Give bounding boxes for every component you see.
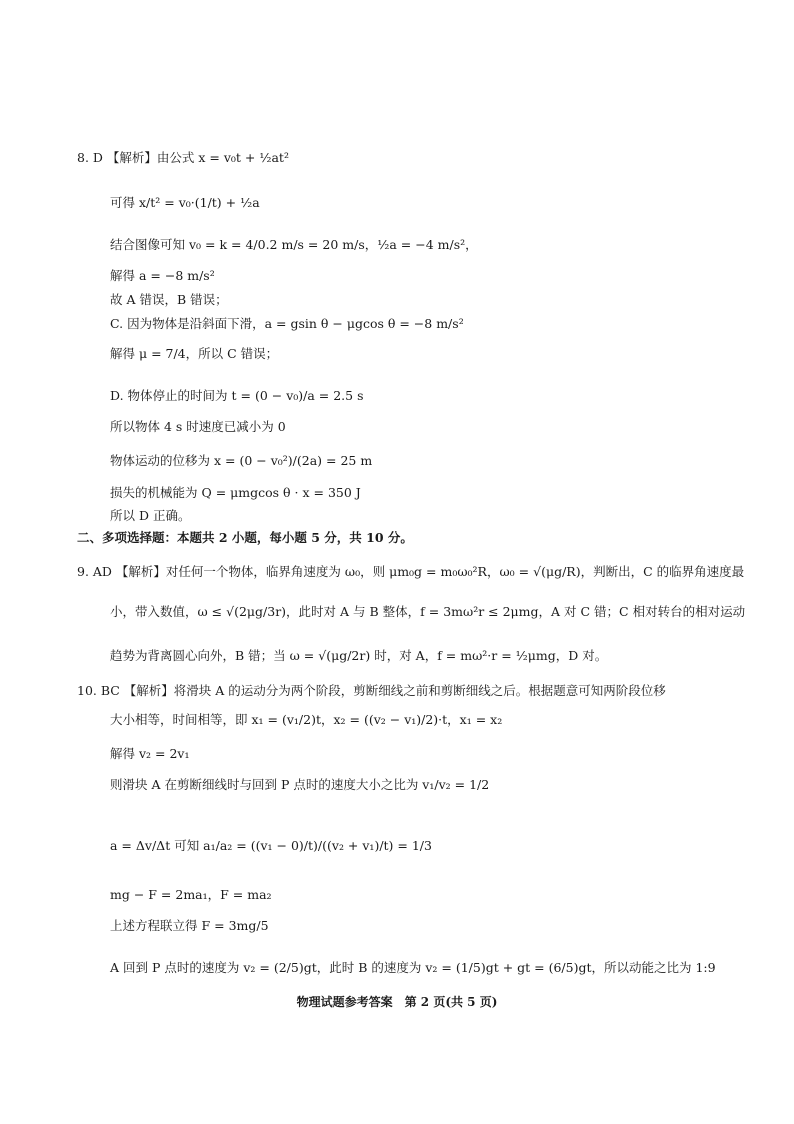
q10-line: a = Δv/Δt 可知 a₁/a₂ = ((v₁ − 0)/t)/((v₂ + v₁)/t) = 1/3: [110, 838, 432, 853]
q8-line: 可得 x/t² = v₀·(1/t) + ½a: [110, 195, 260, 210]
q9-line: 趋势为背离圆心向外，B 错；当 ω = √(μg/2r) 时，对 A，f = mω²·r = ½μmg，D 对。: [110, 648, 608, 663]
q8-line: 物体运动的位移为 x = (0 − v₀²)/(2a) = 25 m: [110, 453, 373, 468]
q10-line: 则滑块 A 在剪断细线时与回到 P 点时的速度大小之比为 v₁/v₂ = 1/2: [110, 777, 490, 792]
q10-line: 大小相等，时间相等，即 x₁ = (v₁/2)t，x₂ = ((v₂ − v₁)/2)·t，x₁ = x₂: [110, 712, 503, 727]
q8-line: 损失的机械能为 Q = μmgcos θ · x = 350 J: [110, 485, 361, 500]
q8-line: 解得 μ = 7/4，所以 C 错误；: [110, 346, 279, 361]
q8-line: 解得 a = −8 m/s²: [110, 268, 215, 283]
q8-line: 8. D 【解析】由公式 x = v₀t + ½at²: [77, 150, 289, 165]
q8-line: C. 因为物体是沿斜面下滑，a = gsin θ − μgcos θ = −8 m/s²: [110, 316, 464, 331]
q8-line: 所以物体 4 s 时速度已减小为 0: [110, 419, 286, 434]
q10-line: 上述方程联立得 F = 3mg/5: [110, 918, 269, 933]
page-footer: 物理试题参考答案 第 2 页(共 5 页): [296, 995, 498, 1009]
q8-line: D. 物体停止的时间为 t = (0 − v₀)/a = 2.5 s: [110, 388, 364, 403]
q9-line: 9. AD 【解析】对任何一个物体，临界角速度为 ω₀，则 μm₀g = m₀ω₀²R，ω₀ = √(μg/R)，判断出，C 的临界角速度最: [77, 564, 745, 579]
q8-line: 所以 D 正确。: [110, 508, 191, 523]
q8-line: 故 A 错误，B 错误；: [110, 292, 228, 307]
q10-line: A 回到 P 点时的速度为 v₂ = (2/5)gt，此时 B 的速度为 v₂ = (1/5)gt + gt = (6/5)gt，所以动能之比为 1:9: [110, 960, 716, 975]
q9-line: 小，带入数值，ω ≤ √(2μg/3r)，此时对 A 与 B 整体，f = 3mω²r ≤ 2μmg，A 对 C 错；C 相对转台的相对运动: [110, 604, 746, 619]
q10-line: 10. BC 【解析】将滑块 A 的运动分为两个阶段，剪断细线之前和剪断细线之后。根据题意可知两阶段位移: [77, 683, 666, 698]
q10-line: mg − F = 2ma₁，F = ma₂: [110, 887, 272, 902]
section-heading: 二、多项选择题：本题共 2 小题，每小题 5 分，共 10 分。: [77, 530, 413, 545]
q10-line: 解得 v₂ = 2v₁: [110, 746, 190, 761]
q8-line: 结合图像可知 v₀ = k = 4/0.2 m/s = 20 m/s，½a = −4 m/s²，: [110, 237, 478, 252]
